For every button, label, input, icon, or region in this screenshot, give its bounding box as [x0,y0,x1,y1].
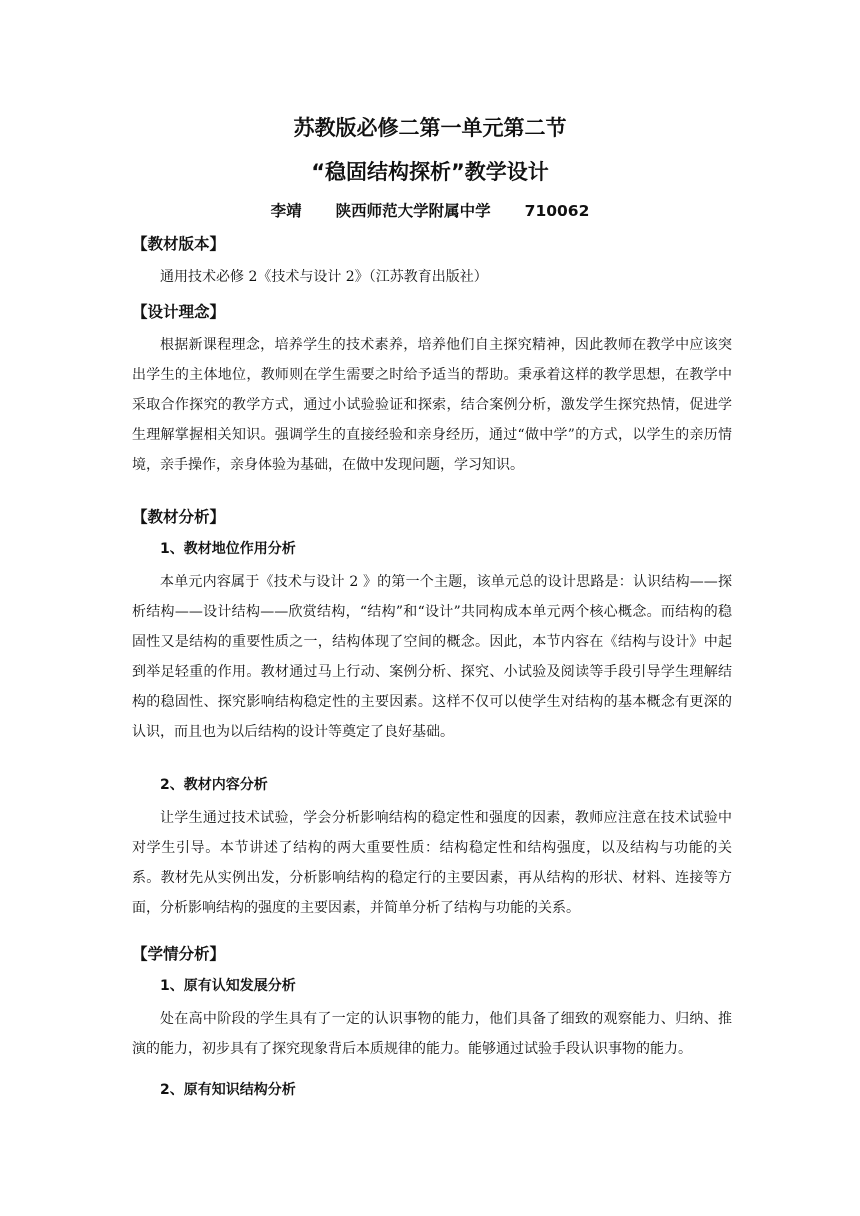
heading-textbook-version: 【教材版本】 [132,235,226,253]
paragraph-textbook-role: 本单元内容属于《技术与设计 2 》的第一个主题，该单元总的设计思路是：认识结构——探析结构——设计结构——欣赏结构，“结构”和“设计”共同构成本单元两个核心概念。而结构的稳固性又是结构的重要性质之一，结构体现了空间的概念。因此，本节内容在《结构与设计》中起到举足轻重的作用。教材通过马上行动、案例分析、探究、小试验及阅读等手段引导学生理解结构的稳固性、探究影响结构稳定性的主要因素。这样不仅可以使学生对结构的基本概念有更深的认识，而且也为以后结构的设计等奠定了良好基础。 [132,574,732,740]
paragraph-textbook-content: 让学生通过技术试验，学会分析影响结构的稳定性和强度的因素，教师应注意在技术试验中对学生引导。本节讲述了结构的两大重要性质：结构稳定性和结构强度，以及结构与功能的关系。教材先从实例出发，分析影响结构的稳定行的主要因素，再从结构的形状、材料、连接等方面，分析影响结构的强度的主要因素，并简单分析了结构与功能的关系。 [132,810,732,916]
heading-textbook-analysis: 【教材分析】 [132,508,226,526]
subheading-textbook-role: 1、教材地位作用分析 [160,541,296,557]
heading-design-concept: 【设计理念】 [132,303,226,321]
author-line [0,199,860,223]
paragraph-design-concept: 根据新课程理念，培养学生的技术素养，培养他们自主探究精神，因此教师在教学中应该突出学生的主体地位，教师则在学生需要之时给予适当的帮助。秉承着这样的教学思想，在教学中采取合作探究的教学方式，通过小试验验证和探索，结合案例分析，激发学生探究热情，促进学生理解掌握相关知识。强调学生的直接经验和亲身经历，通过“做中学”的方式，以学生的亲历情境，亲手操作，亲身体验为基础，在做中发现问题，学习知识。 [132,337,732,473]
document-title-line2: “稳固结构探析”教学设计 [311,160,549,184]
paragraph-cognitive-development: 处在高中阶段的学生具有了一定的认识事物的能力，他们具备了细致的观察能力、归纳、推演的能力，初步具有了探究现象背后本质规律的能力。能够通过试验手段认识事物的能力。 [132,1011,732,1057]
school-name: 陕西师范大学附属中学 [335,202,491,220]
author-name: 李靖 [270,202,302,220]
subheading-cognitive-development: 1、原有认知发展分析 [160,978,296,994]
heading-student-analysis: 【学情分析】 [132,945,226,963]
paragraph-textbook-version: 通用技术必修 2《技术与设计 2》（江苏教育出版社） [160,269,488,285]
document-title-line1: 苏教版必修二第一单元第二节 [293,116,567,140]
postcode: 710062 [524,202,590,220]
subheading-knowledge-structure: 2、原有知识结构分析 [160,1082,296,1098]
subheading-textbook-content: 2、教材内容分析 [160,777,268,793]
